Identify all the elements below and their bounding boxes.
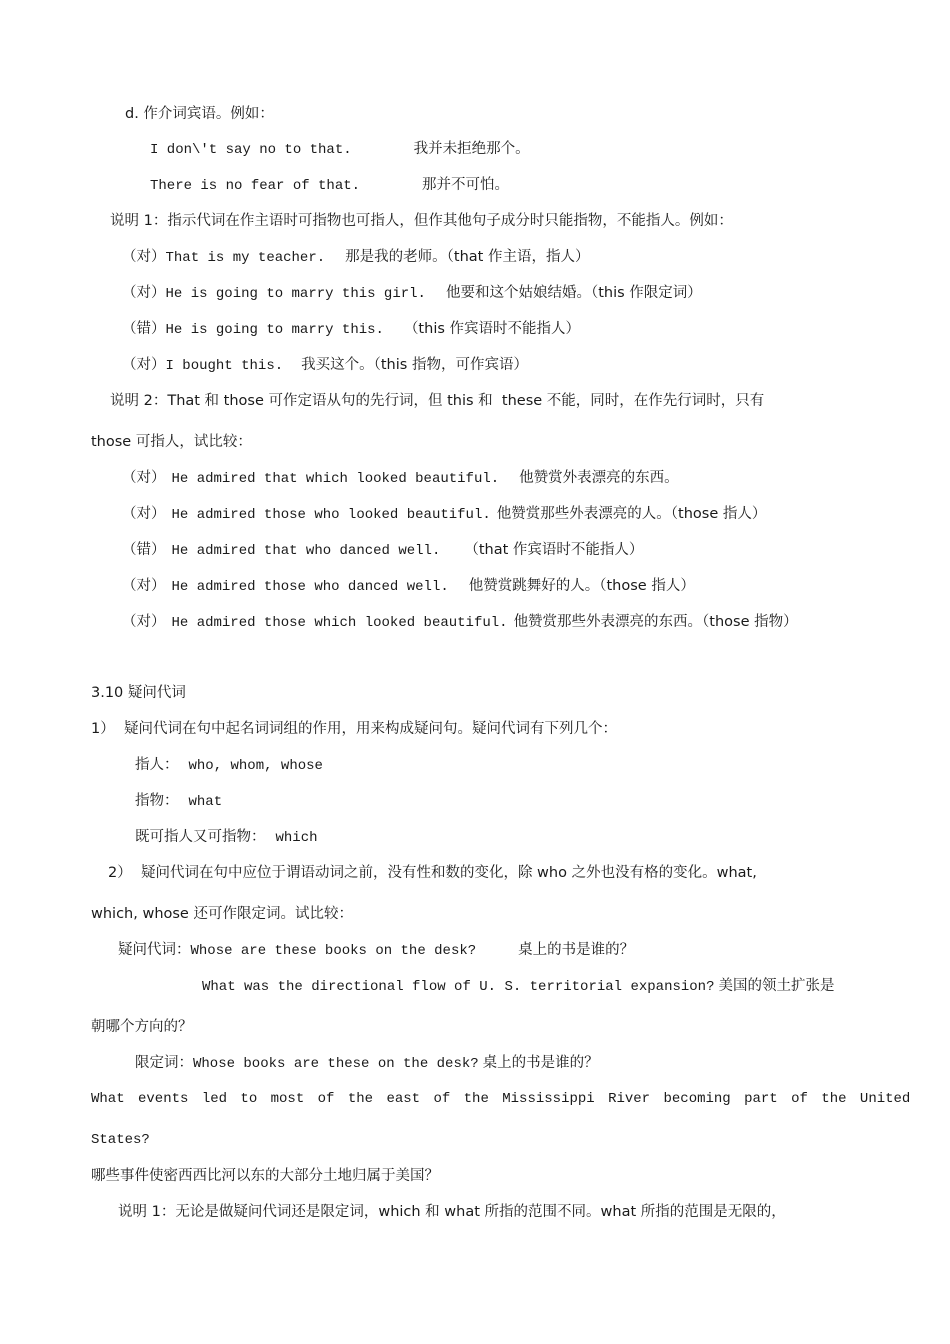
note-1-text: 说明 1：指示代词在作主语时可指物也可指人，但作其他句子成分时只能指物，不能指人。例如： (110, 213, 733, 229)
example-row (122, 247, 589, 268)
wrong-mark: （错） (122, 542, 166, 558)
example-zh: （that 作宾语时不能指人） (464, 542, 644, 558)
example-zh: 那是我的老师。（that 作主语，指人） (345, 249, 590, 265)
example-zh: 他要和这个姑娘结婚。（this 作限定词） (445, 285, 702, 301)
person-label: 指人： (135, 757, 179, 773)
example-zh: （this 作宾语时不能指人） (403, 321, 581, 337)
example-en: What was the directional flow of U. S. territorial expansion? (202, 979, 715, 995)
correct-mark: （对） (122, 249, 166, 265)
example-en: That is my teacher. (165, 250, 326, 266)
example-en: I don\'t say no to that. (150, 142, 352, 158)
interrogative-example-2 (202, 976, 834, 997)
example-zh: 桌上的书是谁的？ (518, 942, 635, 958)
example-row (122, 504, 766, 525)
example-en: He is going to marry this. (165, 322, 384, 338)
both-pronouns (135, 827, 318, 848)
section-title: 3.10 疑问代词 (91, 685, 186, 701)
correct-mark: （对） (122, 614, 166, 630)
example-zh: 那并不可怕。 (422, 177, 510, 193)
correct-mark: （对） (122, 506, 166, 522)
example-zh: 他赞赏那些外表漂亮的东西。（those 指物） (513, 614, 798, 630)
example-zh: 桌上的书是谁的？ (482, 1055, 599, 1071)
example-row (122, 468, 679, 489)
note-1-which-what: 说明 1：无论是做疑问代词还是限定词，which 和 what 所指的范围不同。what 所指的范围是无限的， (118, 1204, 786, 1220)
determiner-example-1 (135, 1053, 599, 1074)
example-en: He admired those which looked beautiful. (171, 615, 508, 631)
example-row (122, 576, 695, 597)
determiner-example-2-en-cont: States? (91, 1132, 150, 1148)
interrogative-label: 疑问代词： (118, 942, 191, 958)
example-zh: 我买这个。（this 指物，可作宾语） (301, 357, 528, 373)
determiner-example-2-zh: 哪些事件使密西西比河以东的大部分土地归属于美国？ (91, 1168, 439, 1184)
section-d-heading: d. 作介词宾语。例如： (125, 106, 274, 122)
example-zh: 他赞赏外表漂亮的东西。 (519, 470, 679, 486)
thing-label: 指物： (135, 793, 179, 809)
correct-mark: （对） (122, 285, 166, 301)
example-line (150, 139, 530, 160)
example-row (122, 355, 528, 376)
example-zh: 他赞赏那些外表漂亮的人。（those 指人） (496, 506, 767, 522)
example-en: He admired those who danced well. (171, 579, 449, 595)
example-en: There is no fear of that. (150, 178, 361, 194)
determiner-example-2-en: What events led to most of the east of the Mississippi River becoming part of the United (91, 1091, 911, 1107)
correct-mark: （对） (122, 357, 166, 373)
note-2-line-1: 说明 2：That 和 those 可作定语从句的先行词，但 this 和 these 不能，同时，在作先行词时，只有 (110, 393, 765, 409)
example-row (122, 612, 798, 633)
both-label: 既可指人又可指物： (135, 829, 266, 845)
example-en: He admired those who looked beautiful. (171, 507, 491, 523)
example-line (150, 175, 509, 196)
interrogative-example-2-cont: 朝哪个方向的？ (91, 1019, 193, 1035)
paragraph-2-line-2: which, whose 还可作限定词。试比较： (91, 906, 353, 922)
person-pronouns (135, 755, 323, 776)
example-zh: 他赞赏跳舞好的人。（those 指人） (468, 578, 695, 594)
example-row (122, 283, 702, 304)
wrong-mark: （错） (122, 321, 166, 337)
example-en: He is going to marry this girl. (165, 286, 426, 302)
interrogative-example-1 (118, 940, 634, 961)
note-2-line-2: those 可指人，试比较： (91, 434, 252, 450)
example-en: Whose are these books on the desk? (190, 943, 477, 959)
paragraph-2-line-1: 2） 疑问代词在句中应位于谓语动词之前，没有性和数的变化，除 who 之外也没有格的变化。what, (108, 865, 757, 881)
example-en: He admired that who danced well. (171, 543, 441, 559)
thing-pronouns (135, 791, 222, 812)
example-row (122, 540, 643, 561)
example-zh: 美国的领土扩张是 (718, 978, 835, 994)
paragraph-1: 1） 疑问代词在句中起名词词组的作用，用来构成疑问句。疑问代词有下列几个： (91, 721, 617, 737)
both-words: which (275, 830, 318, 846)
thing-words: what (188, 794, 223, 810)
correct-mark: （对） (122, 470, 166, 486)
example-row (122, 319, 580, 340)
correct-mark: （对） (122, 578, 166, 594)
example-en: He admired that which looked beautiful. (171, 471, 500, 487)
person-words: who, whom, whose (188, 758, 323, 774)
example-en: I bought this. (165, 358, 284, 374)
example-en: Whose books are these on the desk? (193, 1056, 479, 1072)
determiner-label: 限定词： (135, 1055, 193, 1071)
example-zh: 我并未拒绝那个。 (413, 141, 530, 157)
